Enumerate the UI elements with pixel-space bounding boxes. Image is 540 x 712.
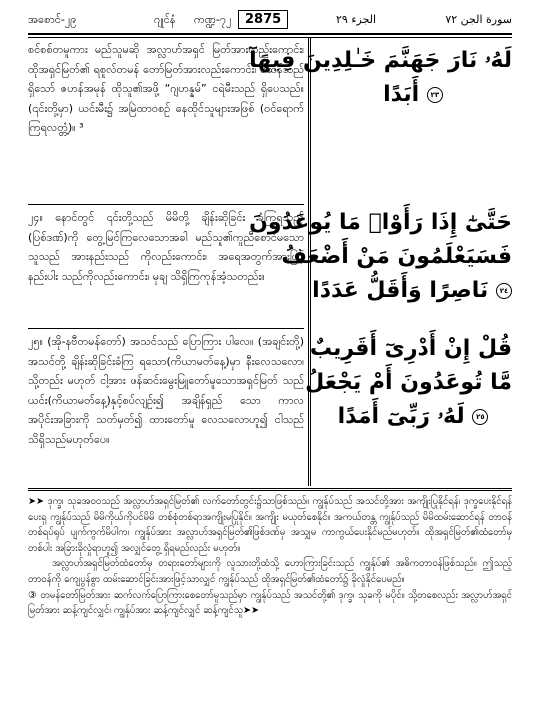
page-number: 2875 bbox=[238, 10, 288, 29]
header-verse-range: ကဏ္ဍ-၇၂ bbox=[194, 13, 232, 26]
arabic-line-end bbox=[314, 400, 512, 434]
header-left-label: အစောင်-၂၉ bbox=[28, 13, 77, 26]
footnote-paragraph: ③ တမန်တော်မြတ်အား ဆက်လက်ပြောကြားစေတော်မူသည်မှာ ကျွန်ုပ်သည် အသင်တို့၏ ဒုက္ခ၊ သုခကို မပိုင်။ သို့တစေလည်း အလ္လာဟ်အရှင်မြတ်အား ဆန့်ကျင်လျှင်၊ ကျွန်ုပ်အား ဆန့်ကျင်လျှင် ဆန့်ကျင်သူ➤➤ bbox=[28, 589, 512, 617]
arabic-line: لَهُۥ نَارَ جَهَنَّمَ خَـٰلِدِينَ فِيهَآ bbox=[249, 48, 512, 73]
block-separator bbox=[28, 204, 304, 205]
block-separator bbox=[28, 328, 304, 329]
footnote-rule bbox=[28, 488, 512, 491]
header-rule-thin bbox=[28, 37, 512, 38]
page-header bbox=[28, 10, 512, 32]
arabic-line: حَتَّىٰٓ إِذَا رَأَوْا۟ مَا يُوعَدُونَ bbox=[249, 210, 512, 235]
mushaf-page bbox=[28, 10, 512, 702]
translation-text: ၂၄။ နောင်တွင် ၎င်းတို့သည် မိမိတို့ ချိန်းဆိုခြင်း ခံကြရသည့် (ပြစ်ဒဏ်)ကို တွေ့မြင်ကြလေသောအခါ မည်သူ၏ကူညီစောင်မသောသူသည် အားနည်းသည် ကိုလည်းကောင်း၊ အရေအတွက်အားဖြင့် နည်းပါး သည်ကိုလည်းကောင်း၊ မုချ သိရှိကြကုန်အံ့သတည်း။ bbox=[28, 211, 304, 283]
verse-number-icon: ٢٣ bbox=[427, 87, 443, 103]
footnote-paragraph: ➤➤ ဒုက္ခ၊ သုခအဝဝသည် အလ္လာဟ်အရှင်မြတ်၏ လက်တော်တွင်း၌သာဖြစ်သည်။ ကျွန်ုပ်သည် အသင်တို့အား အကျိုးပြုနိုင်ရန်၊ ဒုက္ခပေးနိုင်ရန်ပေးရှ ကျွန်ုပ်သည် မိမိကိုယ်ကိုပင်မိမိ တစ်စုံတစ်ရာအကျိုးမပြုနိုင်။ အကျိုး မယုတ်စေနိုင်။ အကယ်တန္တ ကျွန်ုပ်သည် မိမိထမ်းဆောင်ရန် တာဝန်တစ်ရပ်ရုပ် ပျက်ကွက်မိပါက၊ ကျွန်ုပ်အား အလ္လာဟ်အရှင်မြတ်၏ဖြစ်ဒဏ်မှ အသျှမ ကာကွယ်ပေးနိုင်မည်မဟုတ်။ ထိုအရှင်မြတ်၏ထံတော်မှ တစ်ပါး အခြားခိုလှုံရာဟူ၍ အလျှင်တွေ့ ရှိရမည်လည်း မဟုတ်။ bbox=[28, 496, 512, 554]
arabic-line: مَّا تُوعَدُونَ أَمْ يَجْعَلُ bbox=[305, 370, 512, 395]
header-arabic-juz: الجزء ٢٩ bbox=[336, 13, 377, 26]
arabic-line-end bbox=[314, 274, 512, 308]
arabic-verse-23 bbox=[249, 44, 512, 112]
header-juz-label: ဂျုင်နံ bbox=[154, 13, 176, 26]
verse-number-icon: ٢٥ bbox=[472, 409, 488, 425]
footnote-paragraph: အလ္လာဟ်အရှင်မြတ်ထံတော်မှ တရားတော်များကို လူသားတို့ထံသို့ ဟောကြားခြင်းသည် ကျွန်ုပ်၏ အဓိကတာဝန်ဖြစ်သည်။ ဤသည့်တာဝန်ကို ကျေပွန်စွာ ထမ်းဆောင်ခြင်းအားဖြင့်သာလျှင် ကျွန်ုပ်သည် ထိုအရှင်မြတ်၏ထံတော်၌ ခိုလှုံနိုင်ပေမည်။ bbox=[28, 558, 512, 585]
translation-text: စင်စစ်တမူကား မည်သူမဆို အလ္လာဟ်အရှင် မြတ်အားလည်းကောင်း၊ ထိုအရှင်မြတ်၏ ရစူလ်တမန် တော်မြတ်အားလည်းကောင်း၊ ဖီဆန်သည်ရှိသော် ဇဟန်အမုန် ထိုသူ၏အဖို့ “ဂျဟန္နမ်” ငရဲမီးသည် ရှိပေသည်။ (၎င်းတို့မှာ) ယင်းမီး၌ အမြဲထာဝစဉ် နေထိုင်သူများအဖြစ် (ဝင်ရောက်ကြရလတ္တံ့)။ ³ bbox=[28, 43, 304, 134]
verse-number-icon: ٢٤ bbox=[496, 283, 512, 299]
header-arabic-surah: سورة الجن ٧٢ bbox=[445, 13, 512, 26]
arabic-verse-25 bbox=[305, 332, 512, 434]
footnotes bbox=[28, 494, 512, 619]
arabic-line: أَبَدًا bbox=[383, 82, 420, 107]
translation-text: ၂၅။ (အို-နဗီတမန်တော်) အသင်သည် ပြောကြား ပါလေ။ (အချင်းတို့) အသင်တို့ ချိန်းဆိုခြင်းခံကြ ရသော(ကိယာမတ်နေ့)မှာ နီးလေသလော၊ သို့တည်း မဟုတ် ငါ့အား ဖန်ဆင်းမွေးမြူတော်မူသောအရှင်မြတ် သည် ယင်း(ကိယာမတ်နေ့)နှင့်စပ်လျဉ်း၍ အချိန်ရှည် သော ကာလအပိုင်းအခြားကို သတ်မှတ်၍ ထားတော်မူ လေသလောဟူ၍ ငါသည် သိရှိသည်မဟုတ်ပေ။ bbox=[28, 335, 304, 446]
arabic-verse-24 bbox=[249, 206, 512, 308]
header-rule bbox=[28, 33, 512, 35]
arabic-line: نَاصِرًا وَأَقَلُّ عَدَدًا bbox=[312, 278, 489, 303]
arabic-line: لَهُۥ رَبِّىٓ أَمَدًا bbox=[337, 404, 465, 429]
translation-block-25 bbox=[28, 332, 304, 449]
arabic-line: فَسَيَعْلَمُونَ مَنْ أَضْعَفُ bbox=[281, 244, 512, 269]
arabic-line: قُلْ إِنْ أَدْرِىٓ أَقَرِيبٌ bbox=[309, 336, 512, 361]
arabic-line-end bbox=[314, 78, 512, 112]
